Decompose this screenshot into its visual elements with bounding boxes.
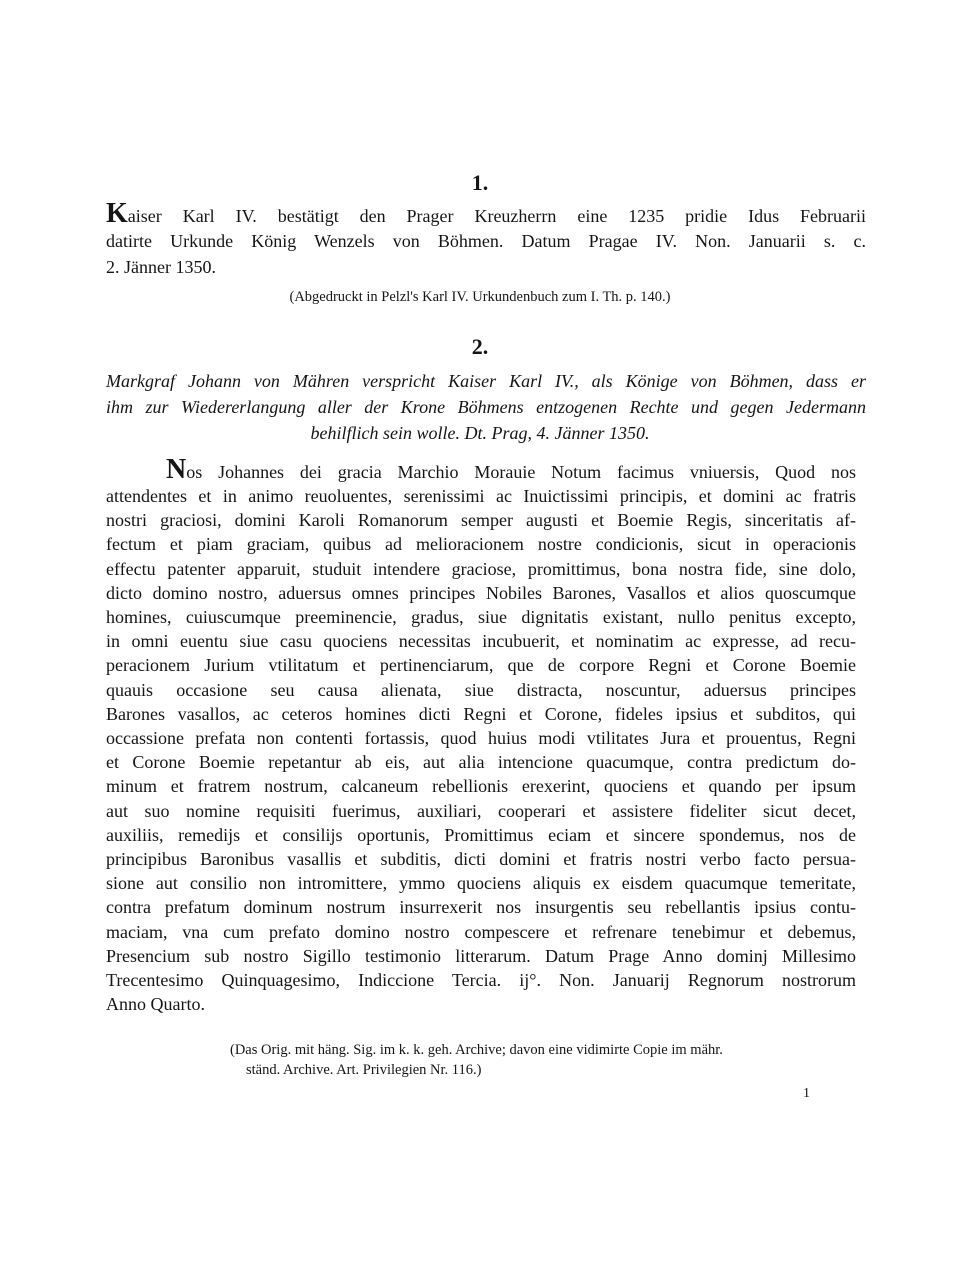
doc1-title-line-1: Kaiser Karl IV. bestätigt den Prager Kreuzherrn eine 1235 pridie Idus Februarii bbox=[106, 198, 866, 229]
doc2-body-line: maciam, vna cum prefato domino nostro compescere et refrenare tenebimur et debemus, bbox=[106, 921, 856, 942]
doc2-body-line: peracionem Jurium vtilitatum et pertinenciarum, que de corpore Regni et Corone Boemie bbox=[106, 655, 856, 676]
doc2-title-line-2: ihm zur Wiedererlangung aller der Krone Böhmens entzogenen Rechte und gegen Jedermann bbox=[106, 397, 866, 417]
doc2-note-line-1: (Das Orig. mit häng. Sig. im k. k. geh. Archive; davon eine vidimirte Copie im mähr. bbox=[230, 1042, 723, 1058]
doc2-body-line: Barones vasallos, ac ceteros homines dicti Regni et Corone, fideles ipsius et subditos, qui bbox=[106, 703, 856, 724]
doc1-note: (Abgedruckt in Pelzl's Karl IV. Urkundenbuch zum I. Th. p. 140.) bbox=[289, 289, 671, 305]
doc2-body-line: auxiliis, remedijs et consilijs oportunis, Promittimus eciam et sincere spondemus, nos de bbox=[106, 824, 856, 845]
doc1-title-line-3: 2. Jänner 1350. bbox=[106, 257, 216, 277]
doc2-title-line-1: Markgraf Johann von Mähren verspricht Kaiser Karl IV., als Könige von Böhmen, dass er bbox=[106, 371, 866, 391]
doc2-body-line: nostri graciosi, domini Karoli Romanorum semper augusti et Boemie Regis, sinceritatis af- bbox=[106, 510, 856, 531]
document-number-1: 1. bbox=[471, 170, 489, 195]
doc1-title-initial: K bbox=[106, 198, 128, 229]
doc2-body-line: sione aut consilio non intromittere, ymmo quociens aliquis ex eisdem quacumque temeritate, bbox=[106, 873, 856, 894]
doc2-body-line: Trecentesimo Quinquagesimo, Indiccione Tercia. ij°. Non. Januarij Regnorum nostrorum bbox=[106, 970, 856, 990]
doc2-body-line: homines, cuiuscumque preeminencie, gradus, siue dignitatis existant, nullo penitus excepto, bbox=[106, 607, 856, 627]
doc2-body-line: attendentes et in animo reuoluentes, serenissimi ac Inuictissimi principis, et domini ac fratris bbox=[106, 486, 856, 506]
doc2-body-initial: N bbox=[166, 454, 187, 485]
doc2-body-line: dicto domino nostro, aduersus omnes principes Nobiles Barones, Vasallos et alios quoscumque bbox=[106, 582, 856, 603]
document-number-2: 2. bbox=[471, 334, 489, 359]
doc2-note-line-2: ständ. Archive. Art. Privilegien Nr. 116.) bbox=[246, 1062, 482, 1078]
doc2-body-line: aut suo nomine requisiti fuerimus, auxiliari, cooperari et assistere fideliter sicut decet, bbox=[106, 800, 856, 821]
doc2-body-line: contra prefatum dominum nostrum insurrexerit nos insurgentis seu rebellantis ipsius contu- bbox=[106, 897, 856, 918]
doc2-body-line: minum et fratrem nostrum, calcaneum rebellionis erexerint, quociens et quando per ipsum bbox=[106, 776, 856, 797]
doc2-body-line: Presencium sub nostro Sigillo testimonio litterarum. Datum Prage Anno dominj Millesimo bbox=[106, 945, 856, 966]
doc2-body-line: in omni euentu siue casu quociens necessitas incubuerit, et nominatim ac expresse, ad recu- bbox=[106, 631, 856, 652]
doc2-body-first-line: Nos Johannes dei gracia Marchio Morauie Notum facimus vniuersis, Quod nos bbox=[166, 454, 856, 485]
doc2-body-line: principibus Baronibus vasallis et subditis, dicti domini et fratris nostri verbo facto persua- bbox=[106, 849, 856, 869]
doc2-body-line: fectum et piam graciam, quibus ad melioracionem nostre condicionis, sicut in operacionis bbox=[106, 534, 856, 555]
doc2-body-line: et Corone Boemie repetantur ab eis, aut alia intencione quacumque, contra predictum do- bbox=[106, 752, 856, 773]
doc1-title-line-2: datirte Urkunde König Wenzels von Böhmen. Datum Pragae IV. Non. Januarii s. c. bbox=[106, 231, 866, 251]
doc2-body-last-line: Anno Quarto. bbox=[106, 994, 205, 1015]
doc2-body-line: effectu patenter apparuit, studuit intendere graciose, promittimus, bona nostra fide, sine dolo, bbox=[106, 558, 856, 579]
doc2-body-line: quauis occasione seu causa alienata, siue distracta, noscuntur, aduersus principes bbox=[106, 679, 856, 700]
doc2-body-line: occassione prefata non contenti fortassis, quod huius modi vtilitates Jura et prouentus, Regni bbox=[106, 728, 856, 748]
page-number: 1 bbox=[803, 1086, 810, 1101]
doc2-title-line-3: behilflich sein wolle. Dt. Prag, 4. Jänner 1350. bbox=[310, 423, 650, 443]
